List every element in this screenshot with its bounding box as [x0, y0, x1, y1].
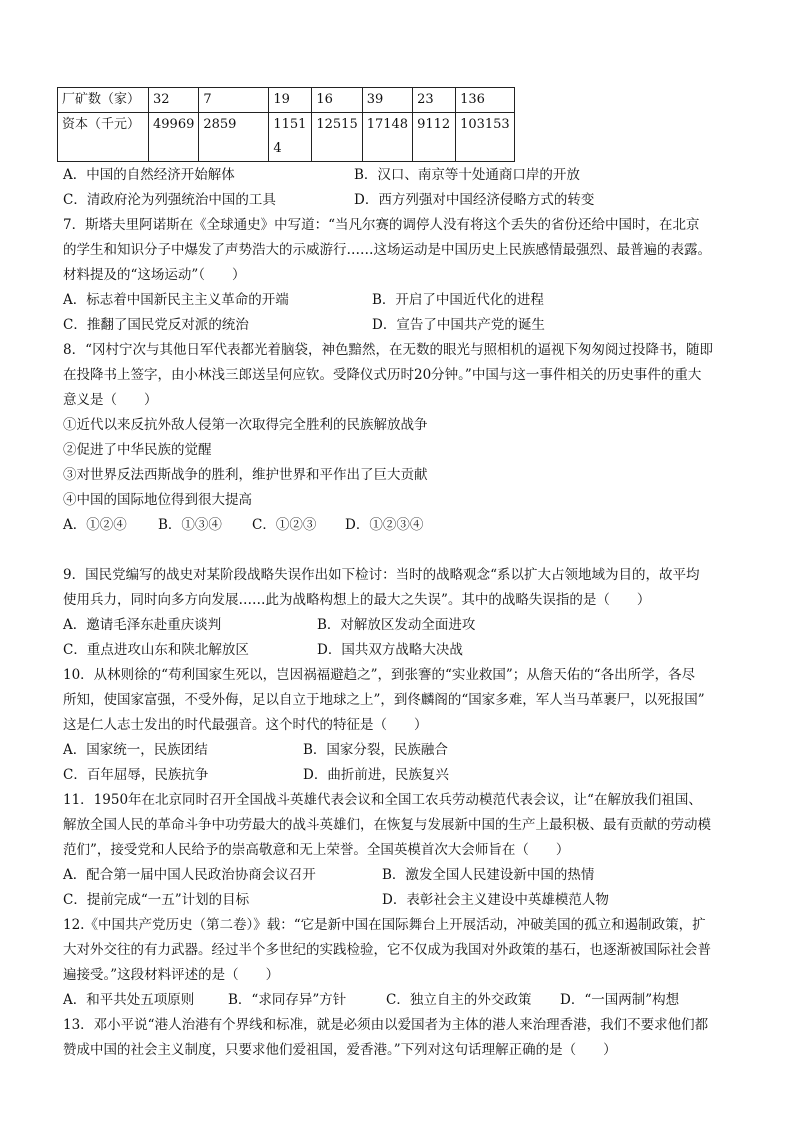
- q8-statement: ①近代以来反抗外敌人侵第一次取得完全胜利的民族解放战争: [63, 417, 428, 433]
- q9-stem-line: 使用兵力，同时向多方向发展……此为战略构想上的最大之失误”。其中的战略失误指的是（ ）: [63, 592, 651, 608]
- table-cell: 103153: [456, 113, 515, 162]
- q12-option-d: D．“一国两制”构想: [560, 992, 680, 1008]
- q8-statement: ②促进了中华民族的觉醒: [63, 442, 212, 458]
- table-cell: 16: [312, 88, 362, 113]
- q6-option-a: A．中国的自然经济开始解体: [63, 167, 235, 183]
- q9-option-b: B．对解放区发动全面进攻: [317, 617, 476, 633]
- q11-stem-line: 11．1950年在北京同时召开全国战斗英雄代表会议和全国工农兵劳动模范代表会议，让“在解放我们祖国、: [63, 792, 702, 808]
- cell-text: 1151: [273, 117, 307, 132]
- q9-option-d: D．国共双方战略大决战: [317, 642, 463, 658]
- q12-stem-line: 大对外交往的有力武器。经过半个多世纪的实践检验，它不仅成为我国对外政策的基石，也逐渐被国际社会普: [63, 942, 711, 958]
- q8-statement: ④中国的国际地位得到很大提高: [63, 492, 252, 508]
- q10-option-a: A．国家统一，民族团结: [63, 742, 208, 758]
- table-cell: 厂矿数（家）: [58, 88, 149, 113]
- q10-stem-line: 10．从林则徐的“苟利国家生死以，岂因祸福避趋之”，到张謇的“实业救国”；从詹天佑的“各出所学，各尽: [63, 667, 696, 683]
- q11-option-a: A．配合第一届中国人民政治协商会议召开: [63, 867, 316, 883]
- q13-stem-line: 赞成中国的社会主义制度，只要求他们爱祖国，爱香港。”下列对这句话理解正确的是（ ）: [63, 1042, 617, 1058]
- table-cell: 32: [149, 88, 199, 113]
- q11-stem-line: 解放全国人民的革命斗争中功劳最大的战斗英雄们，在恢复与发展新中国的生产上最积极、最有贡献的劳动模: [63, 817, 711, 833]
- q7-option-a: A．标志着中国新民主主义革命的开端: [63, 292, 289, 308]
- table-cell: 7: [199, 88, 269, 113]
- q8-stem-line: 在投降书上签字，由小林浅三郎送呈何应钦。受降仪式历时20分钟。”中国与这一事件相关的历史事件的重大: [63, 367, 702, 383]
- cell-text-wrap: 4: [273, 141, 282, 156]
- q8-option-a: A．①②④: [63, 517, 127, 533]
- table-cell: 23: [413, 88, 456, 113]
- table-cell: 39: [362, 88, 412, 113]
- q8-option-c: C．①②③: [252, 517, 317, 533]
- q7-option-b: B．开启了中国近代化的进程: [372, 292, 544, 308]
- q13-stem-line: 13．邓小平说“港人治港有个界线和标准，就是必须由以爱国者为主体的港人来治理香港，我们不要求他们都: [63, 1017, 709, 1033]
- table-cell: 2859: [199, 113, 269, 162]
- table-cell: 49969: [149, 113, 199, 162]
- table-cell: 17148: [362, 113, 412, 162]
- q9-option-a: A．邀请毛泽东赴重庆谈判: [63, 617, 222, 633]
- q8-stem-line: 8．“冈村宁次与其他日军代表都光着脑袋，神色黯然，在无数的眼光与照相机的逼视下匆匆阅过投降书，随即: [63, 342, 713, 358]
- q12-option-a: A．和平共处五项原则: [63, 992, 195, 1008]
- q9-stem-line: 9．国民党编写的战史对某阶段战略失误作出如下检讨：当时的战略观念“系以扩大占领地域为目的，故平均: [63, 567, 700, 583]
- table-cell-wrapped: [269, 113, 312, 162]
- q11-option-b: B．激发全国人民建设新中国的热情: [382, 867, 595, 883]
- q6-option-d: D．西方列强对中国经济侵略方式的转变: [354, 192, 595, 208]
- q6-option-b: B．汉口、南京等十处通商口岸的开放: [354, 167, 580, 183]
- q10-stem-line: 这是仁人志士发出的时代最强音。这个时代的特征是（ ）: [63, 717, 428, 733]
- q12-stem-line: 遍接受。”这段材料评述的是（ ）: [63, 967, 280, 983]
- table-cell: 12515: [312, 113, 362, 162]
- table-row: [58, 88, 515, 113]
- statistics-table: [57, 87, 515, 162]
- q8-statement: ③对世界反法西斯战争的胜利，维护世界和平作出了巨大贡献: [63, 467, 428, 483]
- table-cell: 9112: [413, 113, 456, 162]
- q10-stem-line: 所知，使国家富强，不受外侮，足以自立于地球之上”，到佟麟阁的“国家多难，军人当马革裹尸，以死报国”: [63, 692, 705, 708]
- q12-option-b: B．“求同存异”方针: [228, 992, 347, 1008]
- q7-option-c: C．推翻了国民党反对派的统治: [63, 317, 249, 333]
- q8-option-d: D．①②③④: [345, 517, 424, 533]
- q12-option-c: C．独立自主的外交政策: [386, 992, 532, 1008]
- q10-option-d: D．曲折前进，民族复兴: [303, 767, 449, 783]
- q12-stem-line: 12.《中国共产党历史（第二卷）》载：“它是新中国在国际舞台上开展活动，冲破美国的孤立和遏制政策，扩: [63, 917, 706, 933]
- q8-stem-line: 意义是（ ）: [63, 392, 158, 408]
- q7-stem-line: 7．斯塔夫里阿诺斯在《全球通史》中写道：“当凡尔赛的调停人没有将这个丢失的省份还给中国时，在北京: [63, 217, 700, 233]
- q7-stem-line: 材料提及的“这场运动”（ ）: [63, 267, 246, 283]
- q11-stem-line: 范们”，接受党和人民给予的崇高敬意和无上荣誉。全国英模首次大会师旨在（ ）: [63, 842, 570, 858]
- q10-option-b: B．国家分裂，民族融合: [303, 742, 448, 758]
- table-cell: 19: [269, 88, 312, 113]
- q8-option-b: B．①③④: [158, 517, 222, 533]
- q10-option-c: C．百年屈辱，民族抗争: [63, 767, 209, 783]
- table-row: [58, 113, 515, 162]
- q11-option-d: D．表彰社会主义建设中英雄模范人物: [382, 892, 609, 908]
- q11-option-c: C．提前完成“一五”计划的目标: [63, 892, 250, 908]
- q7-option-d: D．宣告了中国共产党的诞生: [372, 317, 545, 333]
- table-cell: 136: [456, 88, 515, 113]
- q6-option-c: C．清政府沦为列强统治中国的工具: [63, 192, 276, 208]
- table-cell: 资本（千元）: [58, 113, 149, 162]
- q7-stem-line: 的学生和知识分子中爆发了声势浩大的示威游行……这场运动是中国历史上民族感情最强烈、最普遍的表露。: [63, 242, 711, 258]
- q9-option-c: C．重点进攻山东和陕北解放区: [63, 642, 249, 658]
